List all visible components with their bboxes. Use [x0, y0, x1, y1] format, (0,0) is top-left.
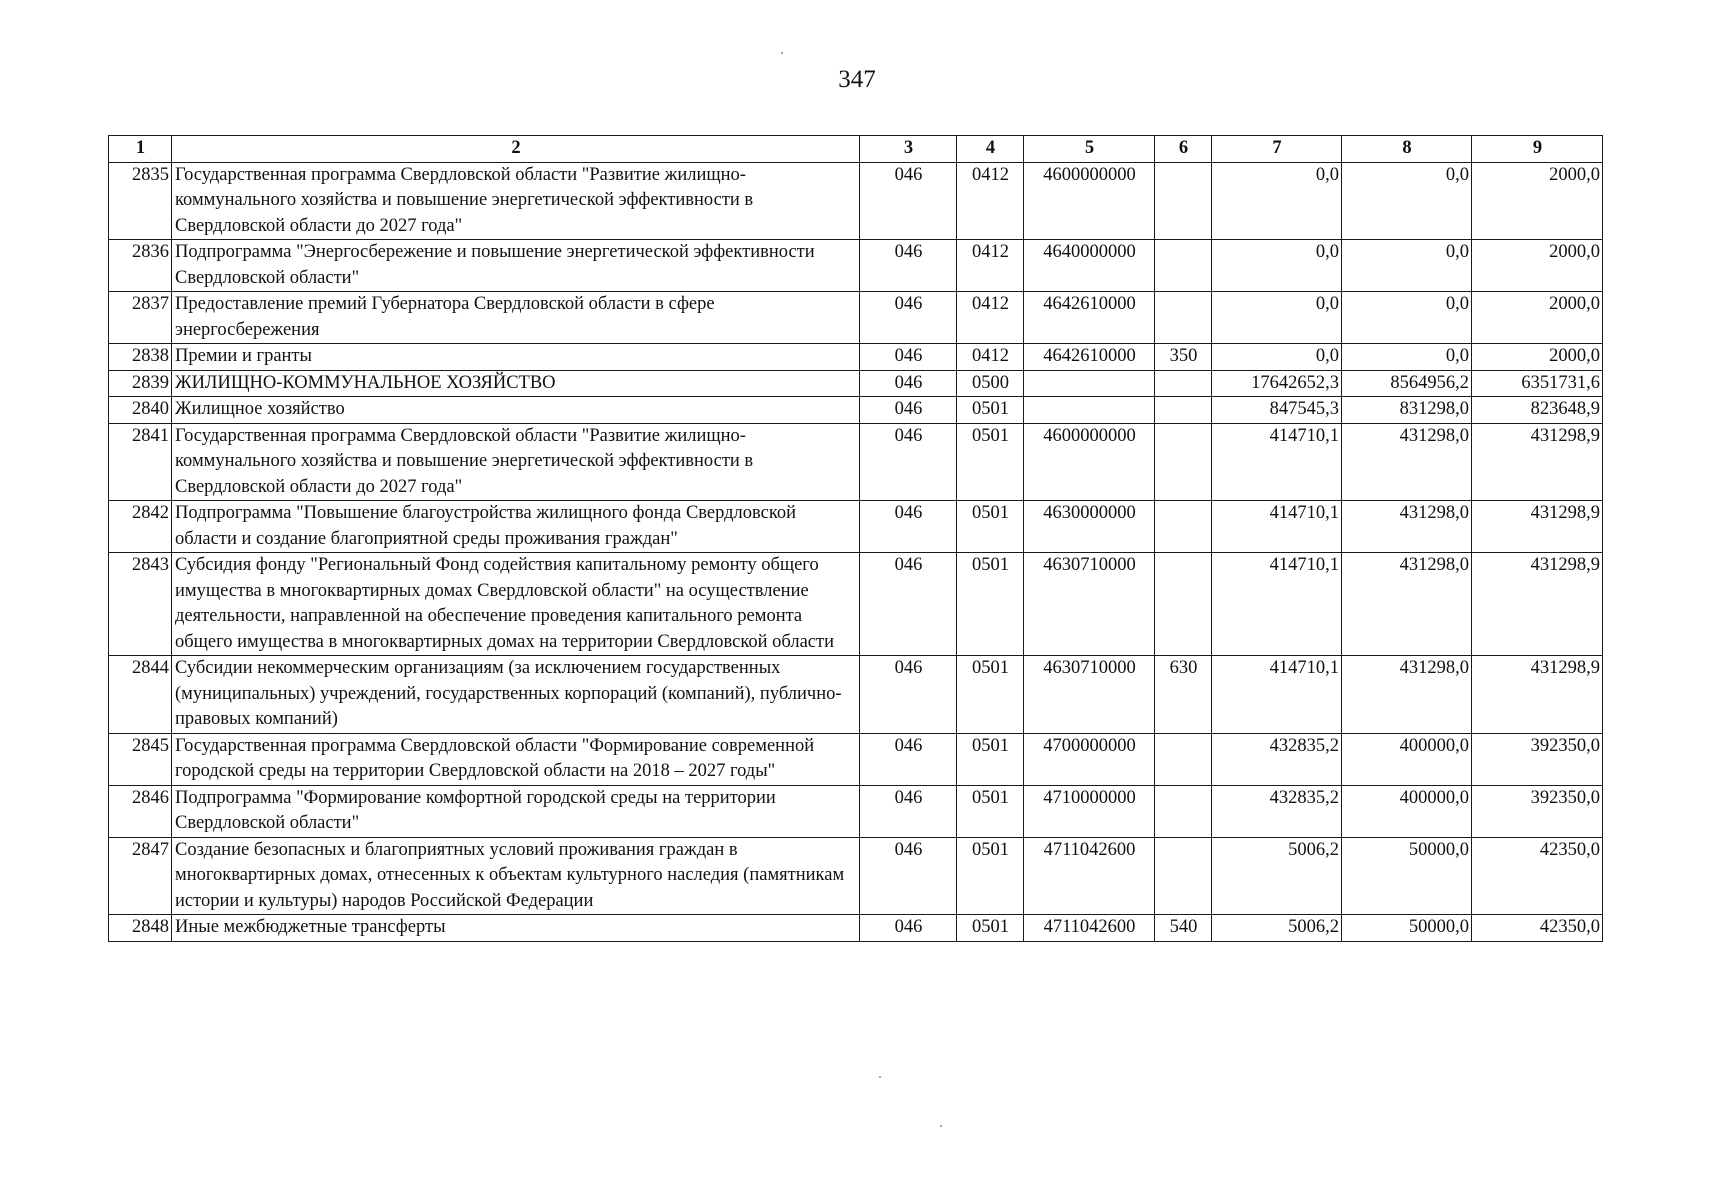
row-number-cell: 2845	[109, 733, 172, 785]
amount-col7-cell: 414710,1	[1212, 553, 1342, 656]
expense-type-cell: 350	[1155, 344, 1212, 371]
row-name-cell: Создание безопасных и благоприятных условий проживания граждан в многоквартирных домах, отнесенных к объектам культурного наследия (памятникам истории и культуры) народов Российской Федерации	[172, 837, 860, 915]
amount-col8-cell: 400000,0	[1342, 785, 1472, 837]
table-row	[109, 370, 1603, 397]
row-number-cell: 2847	[109, 837, 172, 915]
col-header-9: 9	[1472, 136, 1603, 163]
target-code-cell: 4630710000	[1024, 553, 1155, 656]
row-name-cell: Подпрограмма "Энергосбережение и повышение энергетической эффективности Свердловской области"	[172, 240, 860, 292]
amount-col9-cell: 42350,0	[1472, 837, 1603, 915]
expense-type-cell	[1155, 162, 1212, 240]
section-code-cell: 0412	[957, 344, 1024, 371]
row-number-cell: 2843	[109, 553, 172, 656]
col-header-7: 7	[1212, 136, 1342, 163]
amount-col7-cell: 0,0	[1212, 292, 1342, 344]
row-number-cell: 2842	[109, 501, 172, 553]
budget-table	[108, 135, 1603, 942]
row-name-cell: Субсидия фонду "Региональный Фонд содействия капитальному ремонту общего имущества в многоквартирных домах Свердловской области" на осуществление деятельности, направленной на обеспечение проведения капитального ремонта общего имущества в многоквартирных домах на территории Свердловской области	[172, 553, 860, 656]
amount-col7-cell: 0,0	[1212, 344, 1342, 371]
expense-type-cell	[1155, 553, 1212, 656]
table-row	[109, 785, 1603, 837]
amount-col7-cell: 847545,3	[1212, 397, 1342, 424]
amount-col7-cell: 17642652,3	[1212, 370, 1342, 397]
row-name-cell: Государственная программа Свердловской области "Развитие жилищно-коммунального хозяйства и повышение энергетической эффективности в Свердловской области до 2027 года"	[172, 162, 860, 240]
table-row	[109, 423, 1603, 501]
ministry-code-cell: 046	[860, 240, 957, 292]
expense-type-cell: 630	[1155, 656, 1212, 734]
row-number-cell: 2848	[109, 915, 172, 942]
page-number: 347	[838, 66, 876, 93]
amount-col8-cell: 8564956,2	[1342, 370, 1472, 397]
ministry-code-cell: 046	[860, 292, 957, 344]
section-code-cell: 0501	[957, 501, 1024, 553]
target-code-cell	[1024, 370, 1155, 397]
amount-col9-cell: 431298,9	[1472, 423, 1603, 501]
table-row	[109, 656, 1603, 734]
table-row	[109, 397, 1603, 424]
target-code-cell: 4630710000	[1024, 656, 1155, 734]
amount-col9-cell: 392350,0	[1472, 785, 1603, 837]
table-row	[109, 240, 1603, 292]
row-number-cell: 2839	[109, 370, 172, 397]
amount-col9-cell: 42350,0	[1472, 915, 1603, 942]
amount-col8-cell: 431298,0	[1342, 501, 1472, 553]
row-number-cell: 2841	[109, 423, 172, 501]
row-number-cell: 2836	[109, 240, 172, 292]
row-name-cell: Премии и гранты	[172, 344, 860, 371]
amount-col9-cell: 431298,9	[1472, 501, 1603, 553]
table-row	[109, 915, 1603, 942]
table-row	[109, 733, 1603, 785]
scan-speck	[879, 1076, 881, 1078]
table-row	[109, 162, 1603, 240]
target-code-cell	[1024, 397, 1155, 424]
ministry-code-cell: 046	[860, 915, 957, 942]
ministry-code-cell: 046	[860, 162, 957, 240]
row-name-cell: Государственная программа Свердловской области "Формирование современной городской среды на территории Свердловской области на 2018 – 2027 годы"	[172, 733, 860, 785]
amount-col9-cell: 2000,0	[1472, 240, 1603, 292]
amount-col8-cell: 431298,0	[1342, 656, 1472, 734]
expense-type-cell	[1155, 837, 1212, 915]
amount-col8-cell: 431298,0	[1342, 423, 1472, 501]
table-row	[109, 501, 1603, 553]
expense-type-cell	[1155, 370, 1212, 397]
table-row	[109, 553, 1603, 656]
row-name-cell: Государственная программа Свердловской области "Развитие жилищно-коммунального хозяйства и повышение энергетической эффективности в Свердловской области до 2027 года"	[172, 423, 860, 501]
amount-col9-cell: 431298,9	[1472, 656, 1603, 734]
section-code-cell: 0412	[957, 162, 1024, 240]
target-code-cell: 4640000000	[1024, 240, 1155, 292]
col-header-3: 3	[860, 136, 957, 163]
amount-col9-cell: 392350,0	[1472, 733, 1603, 785]
amount-col8-cell: 50000,0	[1342, 915, 1472, 942]
col-header-8: 8	[1342, 136, 1472, 163]
section-code-cell: 0412	[957, 240, 1024, 292]
ministry-code-cell: 046	[860, 785, 957, 837]
section-code-cell: 0501	[957, 423, 1024, 501]
target-code-cell: 4700000000	[1024, 733, 1155, 785]
section-code-cell: 0501	[957, 837, 1024, 915]
amount-col9-cell: 2000,0	[1472, 162, 1603, 240]
amount-col7-cell: 0,0	[1212, 162, 1342, 240]
table-row	[109, 292, 1603, 344]
amount-col9-cell: 2000,0	[1472, 292, 1603, 344]
expense-type-cell	[1155, 785, 1212, 837]
target-code-cell: 4642610000	[1024, 292, 1155, 344]
row-number-cell: 2846	[109, 785, 172, 837]
section-code-cell: 0412	[957, 292, 1024, 344]
row-name-cell: Подпрограмма "Повышение благоустройства жилищного фонда Свердловской области и создание благоприятной среды проживания граждан"	[172, 501, 860, 553]
col-header-6: 6	[1155, 136, 1212, 163]
target-code-cell: 4600000000	[1024, 162, 1155, 240]
row-number-cell: 2838	[109, 344, 172, 371]
amount-col7-cell: 414710,1	[1212, 423, 1342, 501]
row-name-cell: Иные межбюджетные трансферты	[172, 915, 860, 942]
amount-col8-cell: 0,0	[1342, 162, 1472, 240]
ministry-code-cell: 046	[860, 344, 957, 371]
target-code-cell: 4642610000	[1024, 344, 1155, 371]
expense-type-cell	[1155, 292, 1212, 344]
section-code-cell: 0501	[957, 915, 1024, 942]
table-row	[109, 837, 1603, 915]
row-name-cell: Субсидии некоммерческим организациям (за исключением государственных (муниципальных) учреждений, государственных корпораций (компаний), публично-правовых компаний)	[172, 656, 860, 734]
expense-type-cell: 540	[1155, 915, 1212, 942]
col-header-4: 4	[957, 136, 1024, 163]
amount-col7-cell: 5006,2	[1212, 837, 1342, 915]
ministry-code-cell: 046	[860, 837, 957, 915]
section-code-cell: 0501	[957, 785, 1024, 837]
expense-type-cell	[1155, 733, 1212, 785]
target-code-cell: 4710000000	[1024, 785, 1155, 837]
section-code-cell: 0501	[957, 553, 1024, 656]
row-name-cell: Жилищное хозяйство	[172, 397, 860, 424]
amount-col7-cell: 414710,1	[1212, 656, 1342, 734]
scan-speck	[781, 52, 783, 54]
section-code-cell: 0501	[957, 733, 1024, 785]
amount-col9-cell: 2000,0	[1472, 344, 1603, 371]
row-number-cell: 2835	[109, 162, 172, 240]
col-header-5: 5	[1024, 136, 1155, 163]
target-code-cell: 4630000000	[1024, 501, 1155, 553]
section-code-cell: 0500	[957, 370, 1024, 397]
amount-col9-cell: 6351731,6	[1472, 370, 1603, 397]
row-number-cell: 2837	[109, 292, 172, 344]
expense-type-cell	[1155, 423, 1212, 501]
amount-col8-cell: 0,0	[1342, 344, 1472, 371]
expense-type-cell	[1155, 240, 1212, 292]
amount-col7-cell: 432835,2	[1212, 733, 1342, 785]
col-header-2: 2	[172, 136, 860, 163]
target-code-cell: 4600000000	[1024, 423, 1155, 501]
table-row	[109, 344, 1603, 371]
ministry-code-cell: 046	[860, 656, 957, 734]
row-name-cell: Подпрограмма "Формирование комфортной городской среды на территории Свердловской области"	[172, 785, 860, 837]
amount-col8-cell: 50000,0	[1342, 837, 1472, 915]
col-header-1: 1	[109, 136, 172, 163]
ministry-code-cell: 046	[860, 553, 957, 656]
row-number-cell: 2844	[109, 656, 172, 734]
row-name-cell: ЖИЛИЩНО-КОММУНАЛЬНОЕ ХОЗЯЙСТВО	[172, 370, 860, 397]
scan-speck	[940, 1125, 942, 1127]
ministry-code-cell: 046	[860, 423, 957, 501]
ministry-code-cell: 046	[860, 733, 957, 785]
amount-col8-cell: 0,0	[1342, 292, 1472, 344]
header-row	[109, 136, 1603, 163]
amount-col9-cell: 431298,9	[1472, 553, 1603, 656]
amount-col7-cell: 432835,2	[1212, 785, 1342, 837]
target-code-cell: 4711042600	[1024, 915, 1155, 942]
row-number-cell: 2840	[109, 397, 172, 424]
expense-type-cell	[1155, 501, 1212, 553]
section-code-cell: 0501	[957, 656, 1024, 734]
expense-type-cell	[1155, 397, 1212, 424]
amount-col7-cell: 5006,2	[1212, 915, 1342, 942]
amount-col8-cell: 0,0	[1342, 240, 1472, 292]
ministry-code-cell: 046	[860, 397, 957, 424]
amount-col9-cell: 823648,9	[1472, 397, 1603, 424]
ministry-code-cell: 046	[860, 501, 957, 553]
ministry-code-cell: 046	[860, 370, 957, 397]
amount-col7-cell: 414710,1	[1212, 501, 1342, 553]
amount-col8-cell: 831298,0	[1342, 397, 1472, 424]
amount-col8-cell: 431298,0	[1342, 553, 1472, 656]
section-code-cell: 0501	[957, 397, 1024, 424]
amount-col8-cell: 400000,0	[1342, 733, 1472, 785]
row-name-cell: Предоставление премий Губернатора Свердловской области в сфере энергосбережения	[172, 292, 860, 344]
target-code-cell: 4711042600	[1024, 837, 1155, 915]
amount-col7-cell: 0,0	[1212, 240, 1342, 292]
